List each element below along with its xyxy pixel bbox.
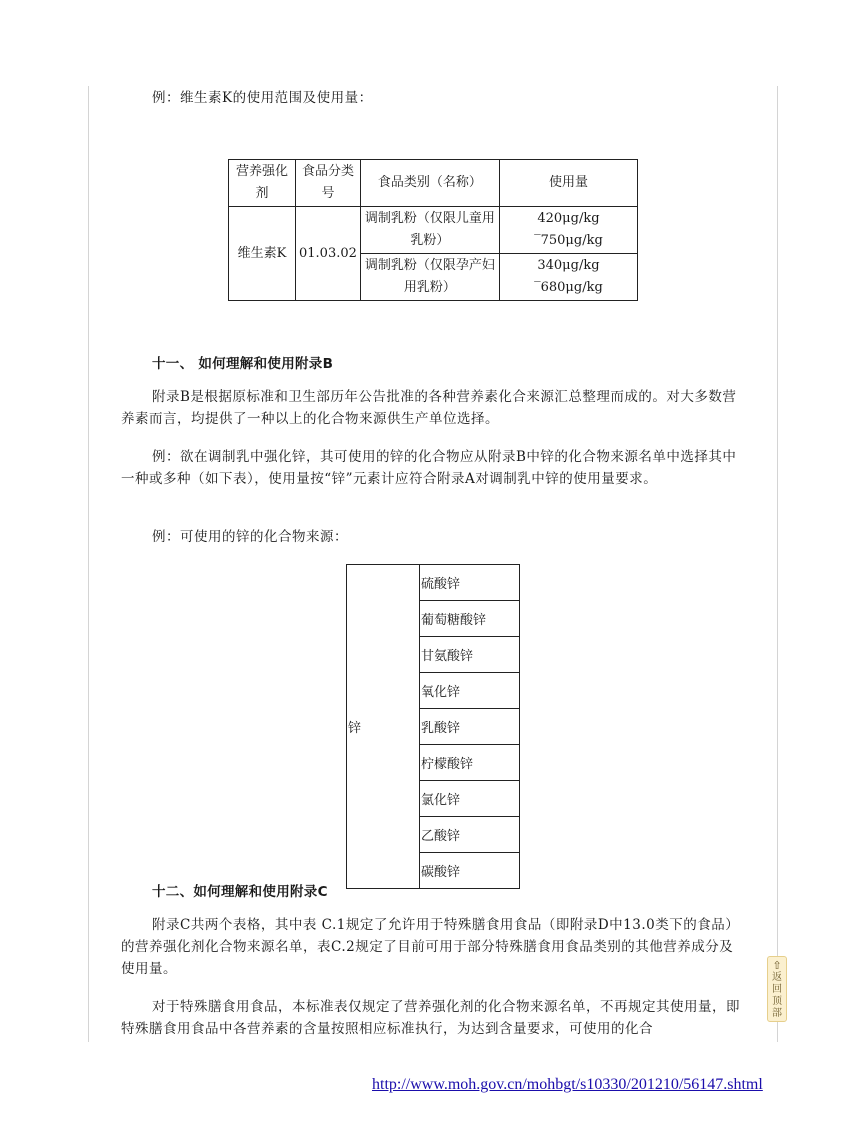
header-category-code: 食品分类号 (296, 160, 361, 207)
header-nutrient: 营养强化剂 (229, 160, 296, 207)
cell-category: 调制乳粉（仅限儿童用乳粉） (360, 207, 499, 254)
cell-amount: 340μg/kg ‾680μg/kg (499, 254, 637, 301)
back-to-top-label: 返回顶部 (772, 972, 782, 1019)
zinc-compounds-table (346, 564, 520, 889)
section-11-para-2: 例：欲在调制乳中强化锌，其可使用的锌的化合物应从附录B中锌的化合物来源名单中选择其中一种或多种（如下表），使用量按“锌”元素计应符合附录A对调制乳中锌的使用量要求。 (121, 449, 737, 487)
section-12-title: 十二、如何理解和使用附录C (152, 884, 328, 900)
cell-source: 乳酸锌 (420, 709, 520, 745)
cell-amount: 420μg/kg ‾750μg/kg (499, 207, 637, 254)
cell-element: 锌 (347, 565, 420, 889)
cell-source: 氯化锌 (420, 781, 520, 817)
table-row (229, 207, 638, 254)
table-row (347, 565, 520, 601)
source-url-link[interactable]: http://www.moh.gov.cn/mohbgt/s10330/201210/56147.shtml (372, 1076, 763, 1093)
section-11-title: 十一、 如何理解和使用附录B (152, 356, 334, 372)
cell-source: 甘氨酸锌 (420, 637, 520, 673)
header-category-name: 食品类别（名称） (360, 160, 499, 207)
cell-source: 乙酸锌 (420, 817, 520, 853)
cell-category: 调制乳粉（仅限孕产妇用乳粉） (360, 254, 499, 301)
cell-category-code: 01.03.02 (296, 207, 361, 301)
table-header-row (229, 160, 638, 207)
cell-source: 硫酸锌 (420, 565, 520, 601)
header-amount: 使用量 (499, 160, 637, 207)
page-left-border (88, 86, 89, 1042)
section-11-example-label: 例：可使用的锌的化合物来源： (152, 529, 348, 545)
page-right-border (777, 86, 778, 1042)
section-12-para-2: 对于特殊膳食用食品，本标准表仅规定了营养强化剂的化合物来源名单，不再规定其使用量，即特殊膳食用食品中各营养素的含量按照相应标准执行，为达到含量要求，可使用的化合 (121, 999, 740, 1037)
up-arrow-icon: ⇧ (772, 959, 782, 972)
vitamin-k-table (228, 159, 638, 301)
section-11-para-1: 附录B是根据原标准和卫生部历年公告批准的各种营养素化合来源汇总整理而成的。对大多数营养素而言，均提供了一种以上的化合物来源供生产单位选择。 (121, 389, 737, 427)
cell-nutrient: 维生素K (229, 207, 296, 301)
cell-source: 柠檬酸锌 (420, 745, 520, 781)
back-to-top-button[interactable] (767, 956, 787, 1022)
cell-source: 氧化锌 (420, 673, 520, 709)
intro-example: 例：维生素K的使用范围及使用量： (152, 90, 373, 106)
cell-source: 碳酸锌 (420, 853, 520, 889)
cell-source: 葡萄糖酸锌 (420, 601, 520, 637)
section-12-para-1: 附录C共两个表格，其中表 C.1规定了允许用于特殊膳食用食品（即附录D中13.0类下的食品）的营养强化剂化合物来源名单，表C.2规定了目前可用于部分特殊膳食用食品类别的其他营养成分及使用量。 (121, 917, 740, 977)
